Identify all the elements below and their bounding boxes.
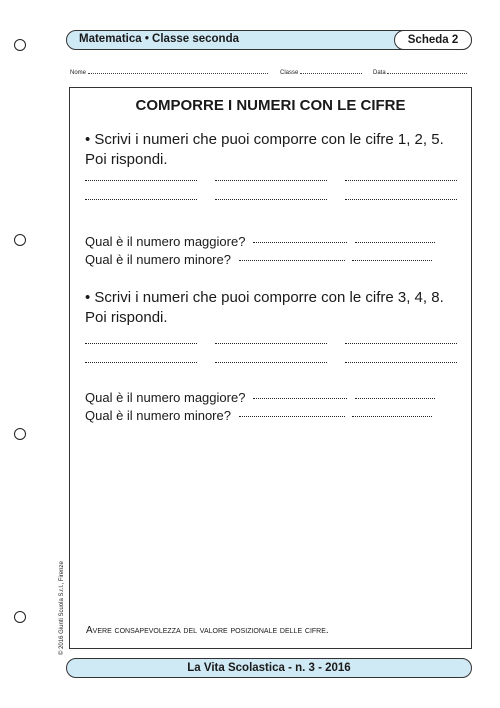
- binder-hole: [14, 611, 26, 623]
- question-min: [85, 252, 465, 267]
- sheet-number: Scheda 2: [394, 30, 472, 50]
- copyright-note: © 2016 Giunti Scuola S.r.l., Firenze: [59, 561, 65, 655]
- answer-blank[interactable]: [85, 343, 197, 344]
- answer-blank[interactable]: [215, 362, 327, 363]
- answer-blank[interactable]: [345, 199, 457, 200]
- answer-blank[interactable]: [215, 199, 327, 200]
- exercise-1-instructions: • Scrivi i numeri che puoi comporre con le cifre 1, 2, 5. Poi rispondi.: [85, 131, 444, 168]
- answer-blank[interactable]: [215, 180, 327, 181]
- subject-label: Matematica • Classe seconda: [79, 33, 239, 45]
- class-field[interactable]: [280, 68, 362, 76]
- class-label: Classe: [280, 70, 299, 76]
- answer-row[interactable]: [85, 180, 455, 190]
- class-blank[interactable]: [300, 68, 362, 74]
- question-min-text: Qual è il numero minore?: [85, 408, 231, 423]
- answer-blank[interactable]: [239, 260, 345, 261]
- date-label: Data: [373, 70, 386, 76]
- answer-blank[interactable]: [253, 242, 347, 243]
- answer-blank[interactable]: [85, 180, 197, 181]
- answer-blank[interactable]: [352, 260, 432, 261]
- binder-hole: [14, 428, 26, 440]
- date-blank[interactable]: [387, 68, 467, 74]
- name-field[interactable]: [70, 68, 268, 76]
- question-max: [85, 390, 465, 405]
- answer-blank[interactable]: [352, 416, 432, 417]
- answer-blank[interactable]: [355, 398, 435, 399]
- worksheet-card: [69, 87, 472, 649]
- name-blank[interactable]: [88, 68, 268, 74]
- answer-blank[interactable]: [345, 180, 457, 181]
- learning-objective: Avere consapevolezza del valore posizionale delle cifre.: [86, 625, 329, 636]
- answer-blank[interactable]: [215, 343, 327, 344]
- answer-blank[interactable]: [85, 362, 197, 363]
- answer-blank[interactable]: [253, 398, 347, 399]
- binder-hole: [14, 39, 26, 51]
- worksheet-title: COMPORRE I NUMERI CON LE CIFRE: [135, 97, 406, 114]
- name-label: Nome: [70, 70, 87, 76]
- answer-blank[interactable]: [85, 199, 197, 200]
- answer-blank[interactable]: [345, 362, 457, 363]
- exercise-2-instructions: • Scrivi i numeri che puoi comporre con le cifre 3, 4, 8. Poi rispondi.: [85, 289, 444, 326]
- question-max: [85, 234, 465, 249]
- date-field[interactable]: [373, 68, 467, 76]
- answer-row[interactable]: [85, 199, 455, 209]
- footer-bar: La Vita Scolastica - n. 3 - 2016: [66, 658, 472, 678]
- answer-blank[interactable]: [345, 343, 457, 344]
- question-min: [85, 408, 465, 423]
- answer-blank[interactable]: [355, 242, 435, 243]
- answer-blank[interactable]: [239, 416, 345, 417]
- question-min-text: Qual è il numero minore?: [85, 252, 231, 267]
- answer-row[interactable]: [85, 362, 455, 372]
- question-max-text: Qual è il numero maggiore?: [85, 234, 246, 249]
- question-max-text: Qual è il numero maggiore?: [85, 390, 246, 405]
- answer-row[interactable]: [85, 343, 455, 353]
- binder-hole: [14, 234, 26, 246]
- header-bar: [66, 30, 472, 50]
